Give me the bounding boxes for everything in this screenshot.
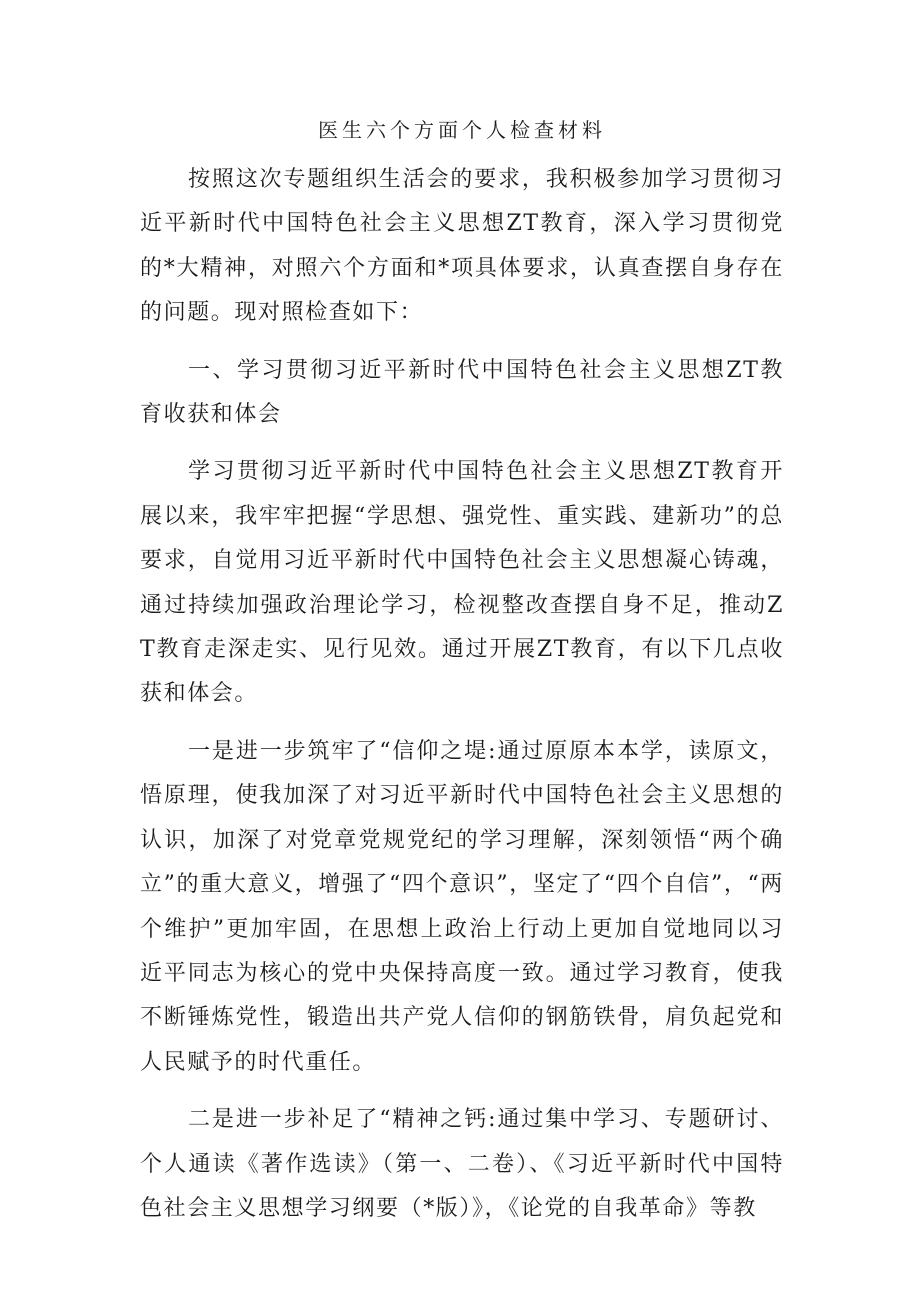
paragraph-intro: 按照这次专题组织生活会的要求，我积极参加学习贯彻习近平新时代中国特色社会主义思想ZT教育，深入学习贯彻党的*大精神，对照六个方面和*项具体要求，认真查摆自身存在的问题。现对照检查如下： xyxy=(140,167,784,326)
paragraph-point-2: 二是进一步补足了“精神之钙:通过集中学习、专题研讨、个人通读《著作选读》（第一、二卷）、《习近平新时代中国特色社会主义思想学习纲要（*版）》，《论党的自我革命》等教 xyxy=(140,1107,784,1221)
document-title: 医生六个方面个人检查材料 xyxy=(318,118,606,142)
document-body xyxy=(140,158,784,1244)
paragraph-section-1: 学习贯彻习近平新时代中国特色社会主义思想ZT教育开展以来，我牢牢把握“学思想、强党性、重实践、建新功”的总要求，自觉用习近平新时代中国特色社会主义思想凝心铸魂，通过持续加强政治理论学习，检视整改查摆自身不足，推动ZT教育走深走实、见行见效。通过开展ZT教育，有以下几点收获和体会。 xyxy=(140,459,784,707)
paragraph-point-1: 一是进一步筑牢了“信仰之堤:通过原原本本学，读原文，悟原理，使我加深了对习近平新时代中国特色社会主义思想的认识，加深了对党章党规党纪的学习理解，深刻领悟“两个确立”的重大意义，增强了“四个意识”，坚定了“四个自信”，“两个维护”更加牢固，在思想上政治上行动上更加自觉地同以习近平同志为核心的党中央保持高度一致。通过学习教育，使我不断锤炼党性，锻造出共产党人信仰的钢筋铁骨，肩负起党和人民赋予的时代重任。 xyxy=(140,738,784,1075)
section-heading-1: 一、学习贯彻习近平新时代中国特色社会主义思想ZT教育收获和体会 xyxy=(140,357,784,428)
